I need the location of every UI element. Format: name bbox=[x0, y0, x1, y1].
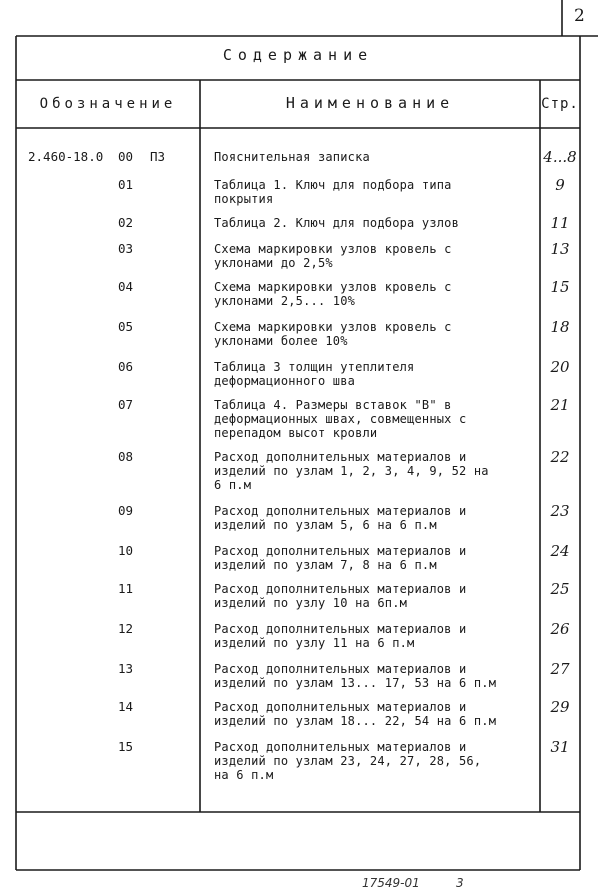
sheet-number: 2 bbox=[574, 6, 585, 26]
row-code: 01 bbox=[118, 177, 134, 192]
row-page: 15 bbox=[550, 278, 570, 296]
row-page: 20 bbox=[550, 358, 570, 376]
document-code: 2.460-18.0 bbox=[28, 149, 104, 164]
row-page: 27 bbox=[550, 660, 570, 678]
header-page: Стр. bbox=[541, 96, 579, 112]
row-code: 07 bbox=[118, 397, 134, 412]
row-page: 21 bbox=[550, 396, 570, 414]
row-name: Таблица 3 толщин утеплителя деформационного шва bbox=[214, 360, 415, 388]
row-name: Расход дополнительных материалов и изделий по узлам 18... 22, 54 на 6 п.м bbox=[214, 700, 497, 728]
row-code: 02 bbox=[118, 215, 134, 230]
header-name: Наименование bbox=[285, 94, 455, 112]
page-title: Содержание bbox=[222, 46, 374, 64]
row-name: Таблица 4. Размеры вставок "В" в деформационных швах, совмещенных с перепадом высот кровли bbox=[214, 398, 467, 440]
bottom-stamp-left: 17549-01 bbox=[362, 876, 420, 890]
row-name: Расход дополнительных материалов и изделий по узлу 11 на 6 п.м bbox=[214, 622, 467, 650]
row-page: 9 bbox=[555, 176, 565, 194]
row-code: 00 bbox=[118, 149, 134, 164]
row-name: Схема маркировки узлов кровель с уклонами 2,5... 10% bbox=[214, 280, 452, 308]
row-page: 4...8 bbox=[543, 148, 577, 166]
row-code: 10 bbox=[118, 543, 134, 558]
row-code: 04 bbox=[118, 279, 134, 294]
row-page: 11 bbox=[550, 214, 570, 232]
header-designation: Обозначение bbox=[39, 96, 177, 112]
row-page: 23 bbox=[550, 502, 570, 520]
row-code: 06 bbox=[118, 359, 134, 374]
row-page: 29 bbox=[550, 698, 570, 716]
row-code: 05 bbox=[118, 319, 134, 334]
bottom-stamp-right: 3 bbox=[456, 876, 464, 890]
row-suffix: ПЗ bbox=[150, 149, 166, 164]
row-code: 03 bbox=[118, 241, 134, 256]
row-code: 11 bbox=[118, 581, 134, 596]
row-name: Схема маркировки узлов кровель с уклонами более 10% bbox=[214, 320, 452, 348]
row-code: 14 bbox=[118, 699, 134, 714]
row-name: Расход дополнительных материалов и изделий по узлам 1, 2, 3, 4, 9, 52 на 6 п.м bbox=[214, 450, 489, 492]
row-name: Расход дополнительных материалов и изделий по узлу 10 на 6п.м bbox=[214, 582, 467, 610]
row-page: 18 bbox=[550, 318, 570, 336]
row-code: 08 bbox=[118, 449, 134, 464]
row-page: 26 bbox=[550, 620, 570, 638]
row-name: Пояснительная записка bbox=[214, 150, 370, 164]
row-name: Расход дополнительных материалов и изделий по узлам 23, 24, 27, 28, 56, на 6 п.м bbox=[214, 740, 482, 782]
row-code: 09 bbox=[118, 503, 134, 518]
row-code: 15 bbox=[118, 739, 134, 754]
row-page: 25 bbox=[550, 580, 570, 598]
row-page: 31 bbox=[550, 738, 570, 756]
row-name: Расход дополнительных материалов и изделий по узлам 7, 8 на 6 п.м bbox=[214, 544, 467, 572]
row-code: 13 bbox=[118, 661, 134, 676]
row-name: Расход дополнительных материалов и изделий по узлам 5, 6 на 6 п.м bbox=[214, 504, 467, 532]
row-name: Таблица 1. Ключ для подбора типа покрытия bbox=[214, 178, 452, 206]
row-name: Схема маркировки узлов кровель с уклонами до 2,5% bbox=[214, 242, 452, 270]
row-page: 24 bbox=[550, 542, 570, 560]
row-page: 22 bbox=[550, 448, 570, 466]
row-page: 13 bbox=[550, 240, 570, 258]
row-name: Расход дополнительных материалов и изделий по узлам 13... 17, 53 на 6 п.м bbox=[214, 662, 497, 690]
row-code: 12 bbox=[118, 621, 134, 636]
row-name: Таблица 2. Ключ для подбора узлов bbox=[214, 216, 460, 230]
